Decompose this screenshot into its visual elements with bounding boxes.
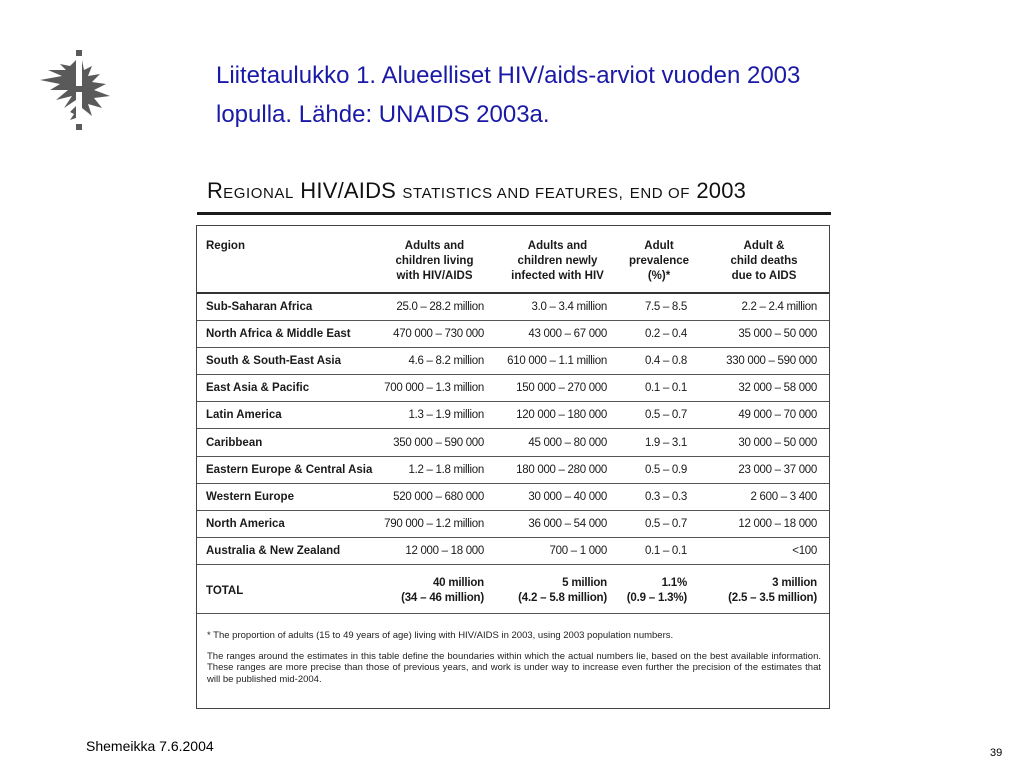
table-row xyxy=(197,511,829,538)
note-ranges: The ranges around the estimates in this table define the boundaries within which the actual numbers lie, based on the best available information. These ranges are more precise than those of previous years, and work is under way to increase even further the precision of the estimates that will be published mid-2004. xyxy=(207,650,821,685)
table-row xyxy=(197,347,829,374)
deaths-cell: <100 xyxy=(699,538,829,565)
region-cell: North America xyxy=(197,511,373,538)
table-notes xyxy=(207,630,821,694)
region-cell: Australia & New Zealand xyxy=(197,538,373,565)
table-row xyxy=(197,402,829,429)
table-heading-statistics: STATISTICS AND FEATURES, xyxy=(402,185,624,202)
region-cell: Caribbean xyxy=(197,429,373,456)
prevalence-cell: 0.4 – 0.8 xyxy=(619,347,699,374)
total-deaths-cell: 3 million (2.5 – 3.5 million) xyxy=(699,565,829,614)
newly-infected-cell: 36 000 – 54 000 xyxy=(496,511,619,538)
hiv-statistics-table xyxy=(197,226,829,614)
footer-author-date: Shemeikka 7.6.2004 xyxy=(86,738,214,754)
newly-infected-cell: 150 000 – 270 000 xyxy=(496,375,619,402)
table-header-row xyxy=(197,226,829,293)
prevalence-cell: 0.1 – 0.1 xyxy=(619,375,699,402)
slide-title-line-2: lopulla. Lähde: UNAIDS 2003a. xyxy=(216,101,550,128)
living-cell: 1.2 – 1.8 million xyxy=(373,456,496,483)
living-cell: 470 000 – 730 000 xyxy=(373,320,496,347)
table-row xyxy=(197,293,829,320)
column-header-prevalence: Adult prevalence (%)* xyxy=(628,240,690,282)
table-row xyxy=(197,456,829,483)
deaths-cell: 2.2 – 2.4 million xyxy=(699,293,829,320)
living-cell: 4.6 – 8.2 million xyxy=(373,347,496,374)
newly-infected-cell: 180 000 – 280 000 xyxy=(496,456,619,483)
table-heading-end-of: END OF xyxy=(629,185,691,202)
living-cell: 700 000 – 1.3 million xyxy=(373,375,496,402)
prevalence-cell: 0.5 – 0.9 xyxy=(619,456,699,483)
newly-infected-cell: 30 000 – 40 000 xyxy=(496,483,619,510)
newly-infected-cell: 45 000 – 80 000 xyxy=(496,429,619,456)
prevalence-cell: 0.2 – 0.4 xyxy=(619,320,699,347)
deaths-cell: 12 000 – 18 000 xyxy=(699,511,829,538)
prevalence-cell: 0.3 – 0.3 xyxy=(619,483,699,510)
deaths-cell: 32 000 – 58 000 xyxy=(699,375,829,402)
total-prevalence-cell: 1.1% (0.9 – 1.3%) xyxy=(619,565,699,614)
region-cell: Western Europe xyxy=(197,483,373,510)
table-heading-rule xyxy=(197,212,831,215)
prevalence-cell: 0.5 – 0.7 xyxy=(619,511,699,538)
region-cell: Eastern Europe & Central Asia xyxy=(197,456,373,483)
deaths-cell: 23 000 – 37 000 xyxy=(699,456,829,483)
column-header-deaths: Adult & child deaths due to AIDS xyxy=(730,240,798,282)
region-cell: East Asia & Pacific xyxy=(197,375,373,402)
living-cell: 350 000 – 590 000 xyxy=(373,429,496,456)
column-header-living: Adults and children living with HIV/AIDS xyxy=(395,240,474,282)
total-living-cell: 40 million (34 – 46 million) xyxy=(373,565,496,614)
region-cell: Sub-Saharan Africa xyxy=(197,293,373,320)
deaths-cell: 49 000 – 70 000 xyxy=(699,402,829,429)
table-heading-initial: R xyxy=(207,178,224,203)
table-heading-year: 2003 xyxy=(696,178,747,203)
table-row xyxy=(197,375,829,402)
deaths-cell: 330 000 – 590 000 xyxy=(699,347,829,374)
deaths-cell: 2 600 – 3 400 xyxy=(699,483,829,510)
table-row xyxy=(197,429,829,456)
university-flame-logo xyxy=(36,46,128,138)
prevalence-cell: 0.5 – 0.7 xyxy=(619,402,699,429)
newly-infected-cell: 120 000 – 180 000 xyxy=(496,402,619,429)
living-cell: 520 000 – 680 000 xyxy=(373,483,496,510)
table-heading-regional: EGIONAL xyxy=(223,185,294,202)
deaths-cell: 35 000 – 50 000 xyxy=(699,320,829,347)
newly-infected-cell: 43 000 – 67 000 xyxy=(496,320,619,347)
total-newly-infected-cell: 5 million (4.2 – 5.8 million) xyxy=(496,565,619,614)
page-number: 39 xyxy=(990,747,1003,759)
note-prevalence: * The proportion of adults (15 to 49 years of age) living with HIV/AIDS in 2003, using 2003 population numbers. xyxy=(207,630,674,641)
deaths-cell: 30 000 – 50 000 xyxy=(699,429,829,456)
table-row xyxy=(197,538,829,565)
column-header-newly-infected: Adults and children newly infected with HIV xyxy=(511,240,604,282)
living-cell: 25.0 – 28.2 million xyxy=(373,293,496,320)
living-cell: 790 000 – 1.2 million xyxy=(373,511,496,538)
living-cell: 12 000 – 18 000 xyxy=(373,538,496,565)
living-cell: 1.3 – 1.9 million xyxy=(373,402,496,429)
region-cell: South & South-East Asia xyxy=(197,347,373,374)
newly-infected-cell: 3.0 – 3.4 million xyxy=(496,293,619,320)
column-header-region: Region xyxy=(206,240,245,252)
table-heading-hivaids: HIV/AIDS xyxy=(300,178,397,203)
region-cell: North Africa & Middle East xyxy=(197,320,373,347)
table-row xyxy=(197,483,829,510)
table-row xyxy=(197,320,829,347)
newly-infected-cell: 610 000 – 1.1 million xyxy=(496,347,619,374)
prevalence-cell: 1.9 – 3.1 xyxy=(619,429,699,456)
slide-title-line-1: Liitetaulukko 1. Alueelliset HIV/aids-arviot vuoden 2003 xyxy=(216,62,801,89)
total-label-cell: TOTAL xyxy=(197,565,373,614)
prevalence-cell: 0.1 – 0.1 xyxy=(619,538,699,565)
table-total-row xyxy=(197,565,829,614)
table-heading xyxy=(207,178,837,204)
newly-infected-cell: 700 – 1 000 xyxy=(496,538,619,565)
region-cell: Latin America xyxy=(197,402,373,429)
prevalence-cell: 7.5 – 8.5 xyxy=(619,293,699,320)
slide-title xyxy=(216,56,956,134)
